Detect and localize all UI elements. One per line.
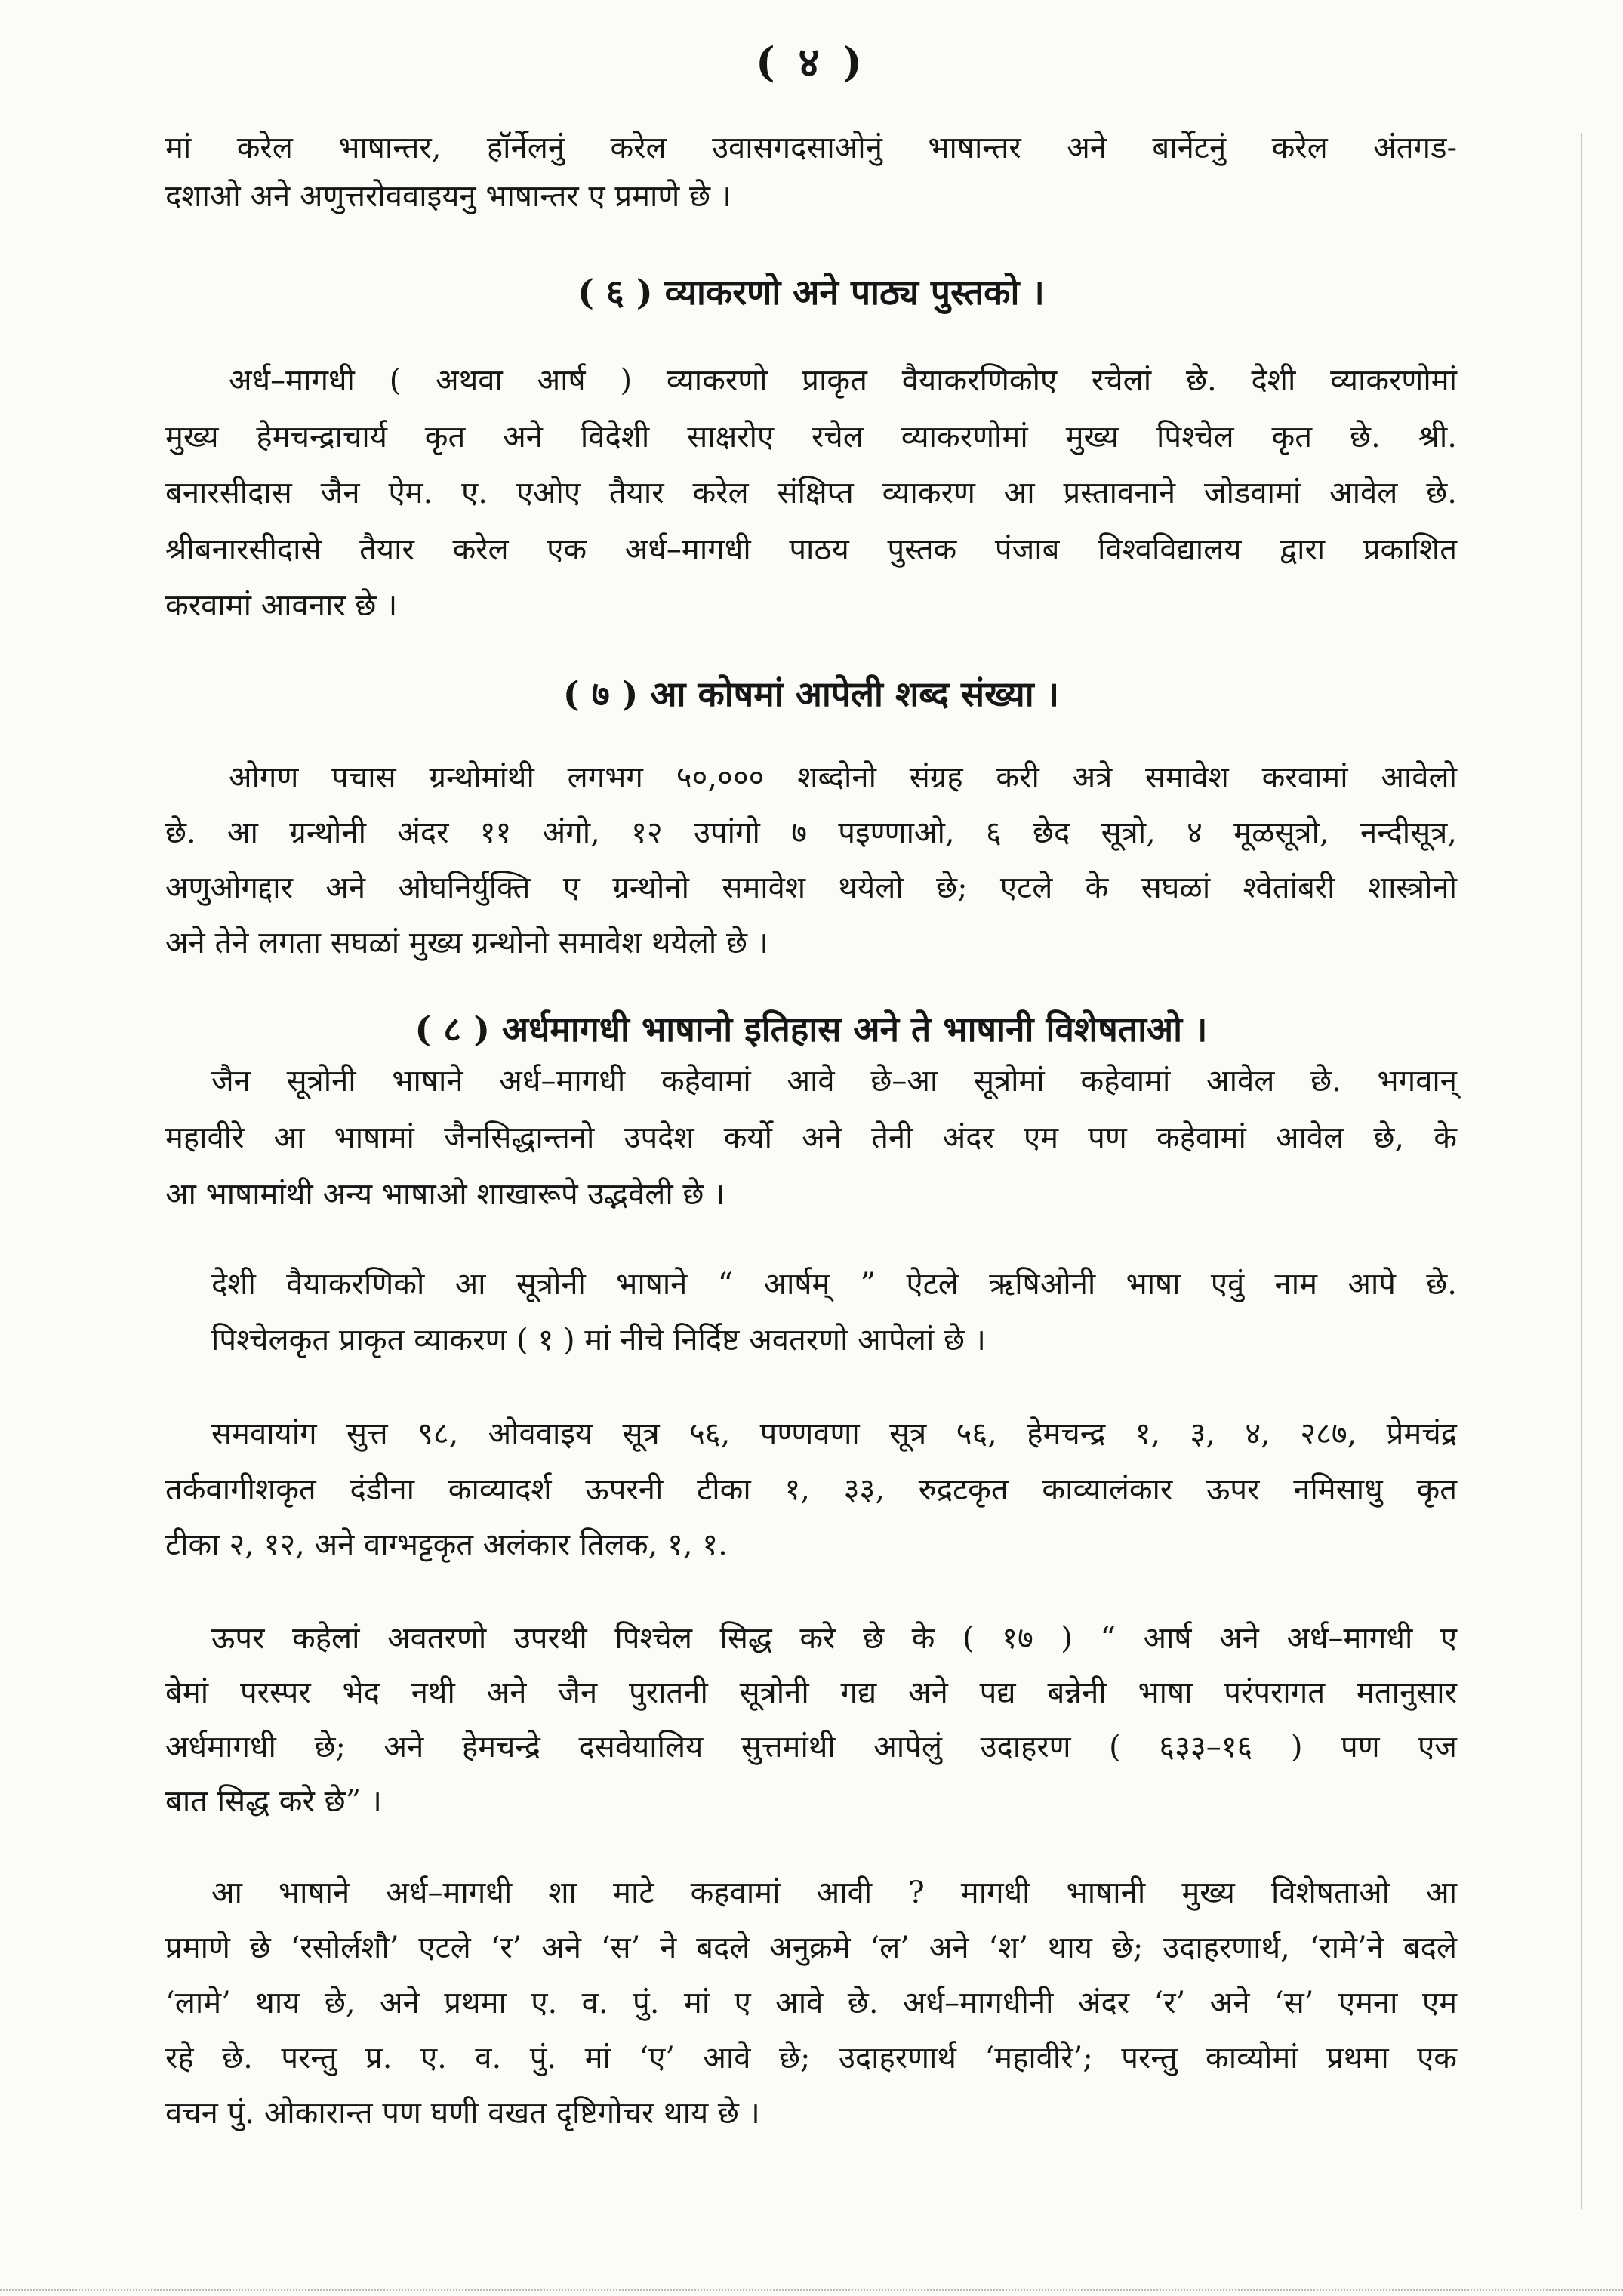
paragraph-line: दशाओ अने अणुत्तरोववाइयनु भाषान्तर ए प्रमाणे छे । (165, 179, 731, 214)
paragraph-line: मां करेल भाषान्तर, हॉर्नेलनुं करेल उवासगदसाओनुं भाषान्तर अने बार्नेटनुं करेल अंतगड- (165, 131, 1457, 165)
paragraph-line: करवामां आवनार छे । (165, 588, 398, 623)
paragraph-line: ऊपर कहेलां अवतरणो उपरथी पिश्चेल सिद्ध करे छे के ( १७ ) “ आर्ष अने अर्ध–मागधी ए (211, 1621, 1457, 1656)
paragraph-line: बात सिद्ध करे छे” । (165, 1784, 382, 1819)
paragraph-line: श्रीबनारसीदासे तैयार करेल एक अर्ध–मागधी पाठय पुस्तक पंजाब विश्वविद्यालय द्वारा प्रकाशित (165, 532, 1457, 567)
paragraph-line: देशी वैयाकरणिको आ सूत्रोनी भाषाने “ आर्षम् ” ऐटले ऋषिओनी भाषा एवुं नाम आपे छे. (211, 1267, 1457, 1302)
section-heading-7: ( ७ ) आ कोषमां आपेली शब्द संख्या । (562, 673, 1060, 714)
paragraph-line: ओगण पचास ग्रन्थोमांथी लगभग ५०,००० शब्दोनो संग्रह करी अत्रे समावेश करवामां आवेलो (229, 760, 1457, 795)
scan-bottom-edge (0, 2289, 1623, 2291)
paragraph-line: आ भाषामांथी अन्य भाषाओ शाखारूपे उद्भवेली छे । (165, 1177, 725, 1212)
paragraph-line: तर्कवागीशकृत दंडीना काव्यादर्श ऊपरनी टीका १, ३३, रुद्रटकृत काव्यालंकार ऊपर नमिसाधु कृत (165, 1472, 1457, 1507)
paragraph-section-8-3 (165, 1407, 1457, 1573)
section-heading-6: ( ६ ) व्याकरणो अने पाठ्य पुस्तको । (577, 272, 1045, 313)
paragraph-line: बनारसीदास जैन ऐम. ए. एओए तैयार करेल संक्षिप्त व्याकरण आ प्रस्तावनाने जोडवामां आवेल छे. (165, 476, 1457, 510)
paragraph-line: रहे छे. परन्तु प्र. ए. व. पुं. मां ‘ए’ आवे छे; उदाहरणार्थ ‘महावीरे’; परन्तु काव्योमां प्रथमा एक (165, 2041, 1457, 2076)
paragraph-line: महावीरे आ भाषामां जैनसिद्धान्तनो उपदेश कर्यो अने तेनी अंदर एम पण कहेवामां आवेल छे, के (165, 1120, 1457, 1155)
paragraph-section-8-4 (165, 1611, 1457, 1829)
paragraph-line: अर्धमागधी छे; अने हेमचन्द्रे दसवेयालिय सुत्तमांथी आपेलुं उदाहरण ( ६३३–१६ ) पण एज (165, 1730, 1457, 1764)
paragraph-line: प्रमाणे छे ‘रसोर्लशौ’ एटले ‘र’ अने ‘स’ ने बदले अनुक्रमे ‘ल’ अने ‘श’ थाय छे; उदाहरणार्थ, ‘रामे’ने बदले (165, 1931, 1457, 1965)
section-heading-8: ( ८ ) अर्धमागधी भाषानो इतिहास अने ते भाषानी विशेषताओ । (414, 1009, 1208, 1049)
paragraph-section-8-5 (165, 1866, 1457, 2141)
paragraph-section-6 (165, 353, 1457, 634)
paragraph-line: टीका २, १२, अने वाग्भट्टकृत अलंकार तिलक, १, १. (165, 1527, 728, 1562)
paragraph-line: समवायांग सुत्त ९८, ओववाइय सूत्र ५६, पण्णवणा सूत्र ५६, हेमचन्द्र १, ३, ४, २८७, प्रेमचंद्र (211, 1416, 1457, 1451)
paragraph-line: ‘लामे’ थाय छे, अने प्रथमा ए. व. पुं. मां ए आवे छे. अर्ध–मागधीनी अंदर ‘र’ अने ‘स’ एमना एम (165, 1986, 1457, 2020)
paragraph-line: आ भाषाने अर्ध–मागधी शा माटे कहवामां आवी ? मागधी भाषानी मुख्य विशेषताओ आ (211, 1875, 1457, 1910)
paragraph-section-7 (165, 750, 1457, 971)
scan-edge-line (1581, 133, 1582, 2209)
paragraph-line: बेमां परस्पर भेद नथी अने जैन पुरातनी सूत्रोनी गद्य अने पद्य बन्नेनी भाषा परंपरागत मतानुसार (165, 1675, 1457, 1710)
paragraph-line: जैन सूत्रोनी भाषाने अर्ध–मागधी कहेवामां आवे छे–आ सूत्रोमां कहेवामां आवेल छे. भगवान् (211, 1064, 1457, 1099)
paragraph-section-8-1 (165, 1053, 1457, 1223)
paragraph-line: वचन पुं. ओकारान्त पण घणी वखत दृष्टिगोचर थाय छे । (165, 2096, 760, 2131)
paragraph-intro (165, 124, 1457, 220)
paragraph-line: छे. आ ग्रन्थोनी अंदर ११ अंगो, १२ उपांगो ७ पइण्णाओ, ६ छेद सूत्रो, ४ मूळसूत्रो, नन्दीसूत्र, (165, 815, 1457, 850)
page-number: ( ४ ) (756, 38, 867, 86)
paragraph-line: पिश्चेलकृत प्राकृत व्याकरण ( १ ) मां नीचे निर्दिष्ट अवतरणो आपेलां छे । (211, 1323, 986, 1358)
paragraph-line: अणुओगद्दार अने ओघनिर्युक्ति ए ग्रन्थोनो समावेश थयेलो छे; एटले के सघळां श्वेतांबरी शास्त्रोनो (165, 871, 1457, 905)
paragraph-line: अर्ध–मागधी ( अथवा आर्ष ) व्याकरणो प्राकृत वैयाकरणिकोए रचेलां छे. देशी व्याकरणोमां (229, 363, 1457, 398)
paragraph-section-8-2 (165, 1256, 1457, 1368)
paragraph-line: अने तेने लगता सघळां मुख्य ग्रन्थोनो समावेश थयेलो छे । (165, 926, 768, 960)
paragraph-line: मुख्य हेमचन्द्राचार्य कृत अने विदेशी साक्षरोए रचेल व्याकरणोमां मुख्य पिश्चेल कृत छे. श्री. (165, 419, 1457, 455)
